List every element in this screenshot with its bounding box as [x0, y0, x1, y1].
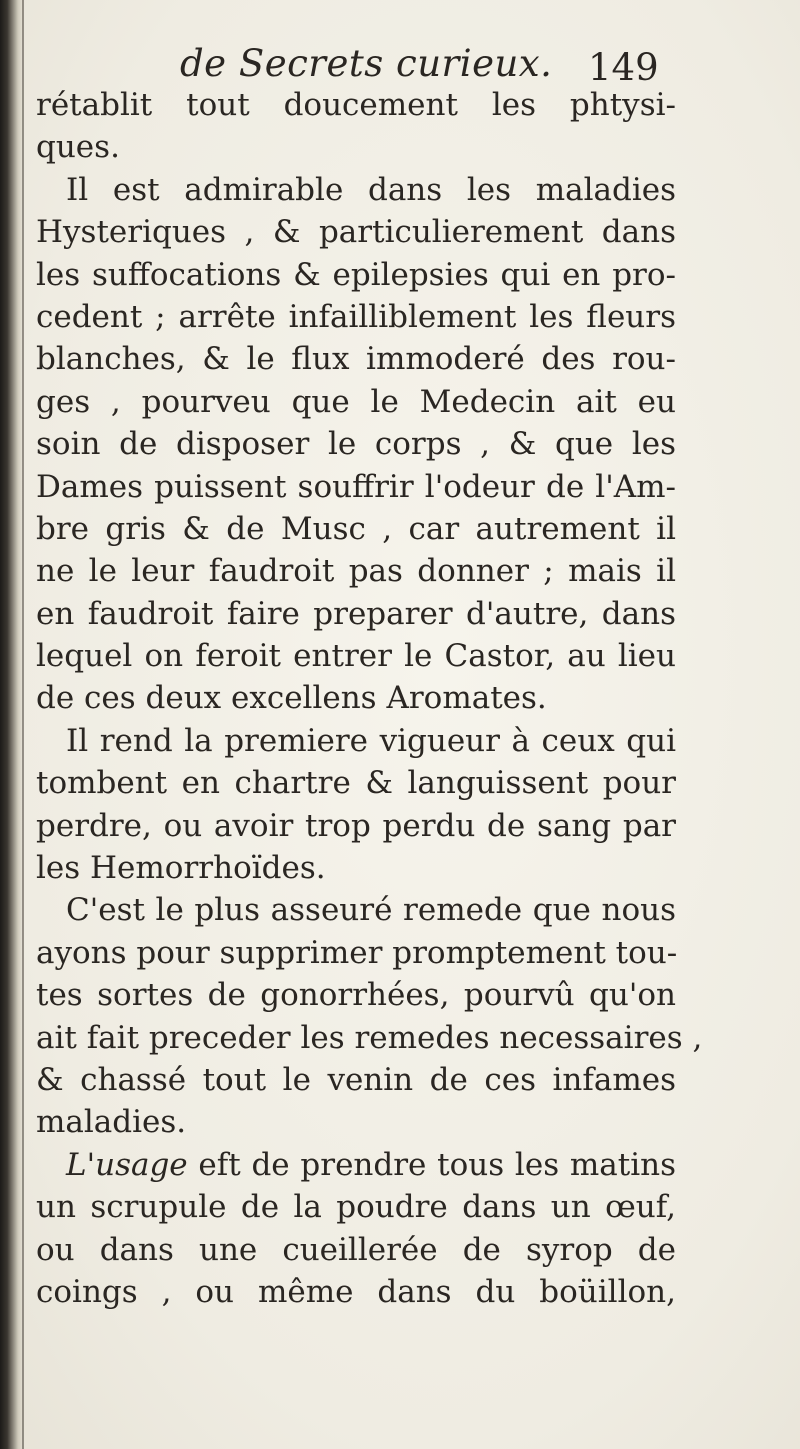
text-line: & chassé tout le venin de ces infames	[36, 1061, 676, 1098]
text-line: perdre, ou avoir trop perdu de sang par	[36, 807, 676, 844]
text-line: blanches, & le flux immoderé des rou-	[36, 341, 676, 378]
text-line: soin de disposer le corps , & que les	[36, 426, 676, 463]
text-line: les suffocations & epilepsies qui en pro-	[36, 256, 676, 293]
text-line: Il est admirable dans les maladies	[66, 171, 676, 208]
text-line: maladies.	[36, 1104, 187, 1141]
text-line: coings , ou même dans du boüillon,	[36, 1273, 676, 1310]
text-line: cedent ; arrête infailliblement les fleurs	[36, 298, 676, 335]
text-line: ayons pour supprimer promptement tou-	[36, 934, 678, 971]
text-line: rétablit tout doucement les phtysi-	[36, 87, 676, 123]
text-line: ges , pourveu que le Medecin ait eu	[36, 383, 676, 420]
text-line: ou dans une cueillerée de syrop de	[36, 1231, 676, 1268]
usage-line-text: eft de prendre tous les matins	[198, 1146, 676, 1183]
text-line: lequel on feroit entrer le Castor, au lieu	[36, 638, 676, 675]
text-line: de ces deux excellens Aromates.	[36, 680, 547, 717]
text-line: ques.	[36, 129, 120, 166]
running-title: de Secrets curieux.	[180, 42, 553, 85]
usage-word: L'usage	[66, 1146, 188, 1183]
text-line: tombent en chartre & languissent pour	[36, 765, 676, 802]
text-line: bre gris & de Musc , car autrement il	[36, 510, 676, 547]
book-gutter-shadow	[0, 0, 24, 1449]
usage-line	[36, 1144, 676, 1186]
text-line: Il rend la premiere vigueur à ceux qui	[66, 722, 676, 759]
body-text	[36, 84, 703, 1313]
text-line: tes sortes de gonorrhées, pourvû qu'on	[36, 977, 676, 1014]
text-line: ait fait preceder les remedes necessaires ,	[36, 1019, 703, 1056]
text-line: Dames puissent souffrir l'odeur de l'Am-	[36, 468, 676, 505]
text-line: un scrupule de la poudre dans un œuf,	[36, 1189, 676, 1226]
text-line: en faudroit faire preparer d'autre, dans	[36, 595, 676, 632]
text-line: les Hemorrhoïdes.	[36, 850, 326, 887]
text-line: ne le leur faudroit pas donner ; mais il	[36, 553, 676, 590]
text-line: Hysteriques , & particulierement dans	[36, 214, 676, 251]
page-number: 149	[588, 46, 659, 89]
gutter-edge-line	[22, 0, 24, 1449]
text-line: C'est le plus asseuré remede que nous	[66, 892, 676, 929]
